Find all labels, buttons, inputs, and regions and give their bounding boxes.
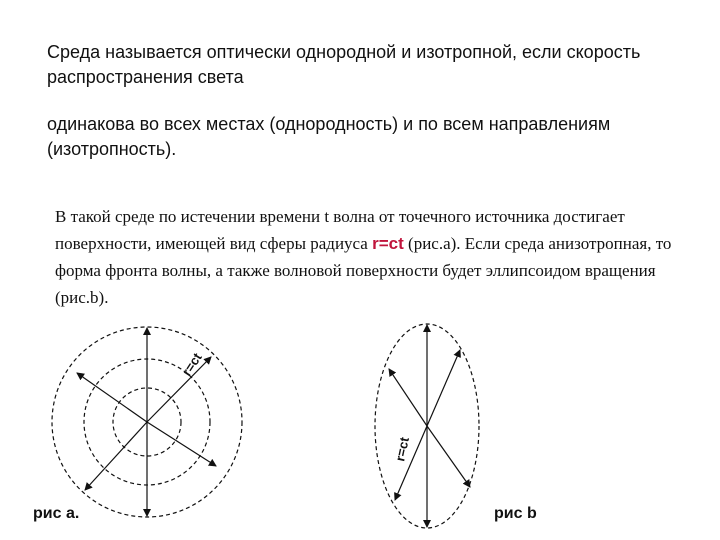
ray-b-up-left <box>389 369 427 426</box>
figure-b-ellipsoid-front <box>375 324 479 528</box>
figure-b-caption: рис b <box>494 505 537 522</box>
paragraph-definition: Среда называется оптически однородной и изотропной, если скорость распространения света <box>47 42 641 87</box>
ray-diagonal-up-left <box>77 373 147 422</box>
figure-a-spherical-front <box>52 327 242 517</box>
figure-b-radius-label: r=ct <box>392 435 412 463</box>
formula-highlight: r=ct <box>372 234 404 253</box>
figure-a-caption: рис а. <box>33 505 80 522</box>
figure-a-radius-label: r=ct <box>178 350 205 379</box>
paragraph-definition-continued: одинакова во всех местах (однородность) и по всем направлениям (изотропность). <box>47 114 611 159</box>
ray-b-up-right <box>427 350 460 426</box>
paragraph-wave-front-part2: (рис.а). Если среда анизотропная, то форма фронта волны, а также волновой поверхности будет эллипсоидом вращения (рис.b). <box>55 234 672 307</box>
paragraph-wave-front-part1: В такой среде по истечении времени t волна от точечного источника достигает поверхности, имеющей вид сферы радиуса <box>55 207 625 253</box>
ray-b-down-right <box>427 426 470 487</box>
